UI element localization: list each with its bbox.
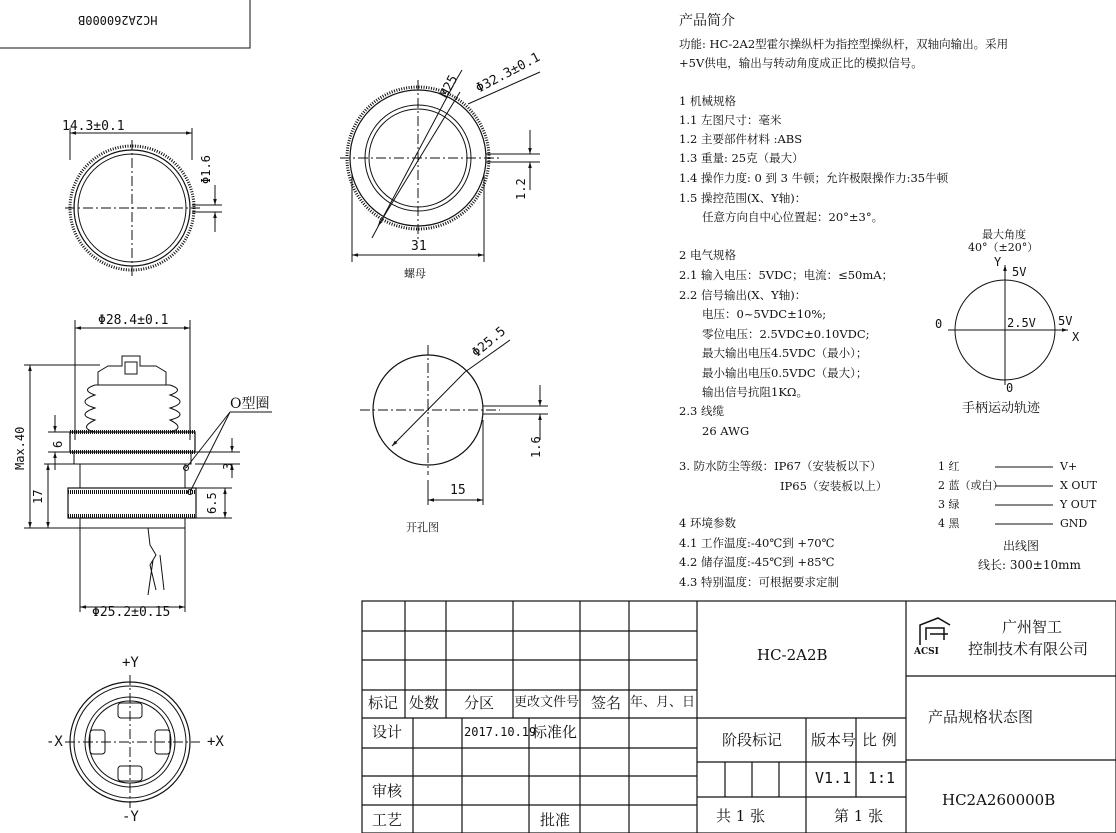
hdr-count: 处数 bbox=[409, 694, 440, 712]
dim-3: 3 bbox=[221, 462, 235, 470]
doc-title: 产品规格状态图 bbox=[928, 708, 1034, 726]
dim-17: 17 bbox=[31, 489, 45, 504]
spec-s11: 1.1 左图尺寸：毫米 bbox=[679, 113, 782, 127]
spec-s22b: 零位电压：2.5VDC±0.10VDC; bbox=[702, 327, 870, 341]
part-number: HC2A260000B bbox=[942, 791, 1056, 809]
label-design: 设计 bbox=[372, 723, 403, 741]
logo-text: ACSI bbox=[914, 647, 939, 657]
traj-5v-top: 5V bbox=[1012, 265, 1027, 279]
spec-s22: 2.2 信号输出(X、Y轴)： bbox=[679, 288, 807, 302]
label-minus-x: -X bbox=[46, 734, 63, 750]
version-value: V1.1 bbox=[815, 769, 852, 787]
wiring-lines bbox=[995, 467, 1053, 524]
spec-s23: 2.3 线缆 bbox=[679, 404, 724, 418]
knurled-ring-view bbox=[65, 128, 222, 278]
label-standard: 标准化 bbox=[532, 723, 578, 741]
nut-caption: 螺母 bbox=[404, 267, 426, 280]
spec-s43: 4.3 特别温度：可根据要求定制 bbox=[679, 575, 839, 589]
wire-left-2: 2 蓝（或白） bbox=[938, 479, 1004, 492]
label-version: 版本号 bbox=[811, 731, 857, 749]
spec-s12: 1.2 主要部件材料 :ABS bbox=[679, 132, 803, 146]
spec-s22c: 最大输出电压4.5VDC（最小）； bbox=[702, 346, 868, 360]
wire-right-3: Y OUT bbox=[1060, 498, 1097, 511]
spec-s3b: IP65（安装板以上） bbox=[780, 479, 888, 493]
model-number: HC-2A2B bbox=[757, 646, 828, 664]
oring-label: O型圈 bbox=[230, 396, 270, 412]
traj-zero-left: 0 bbox=[935, 317, 943, 331]
traj-title-2: 40°（±20°） bbox=[968, 241, 1039, 254]
spec-s15: 1.5 操控范围(X、Y轴)： bbox=[679, 191, 807, 205]
dim-width-14-3: 14.3±0.1 bbox=[62, 119, 125, 134]
label-minus-y: -Y bbox=[122, 809, 139, 825]
spec-s21: 2.1 输入电压：5VDC；电流：≤50mA； bbox=[679, 268, 894, 282]
spec-s13: 1.3 重量: 25克（最大） bbox=[679, 151, 804, 165]
dim-6: 6 bbox=[51, 440, 65, 448]
spec-s22d: 最小输出电压0.5VDC（最大）； bbox=[702, 366, 868, 380]
traj-y-label: Y bbox=[994, 255, 1002, 269]
wiring-caption: 出线图 bbox=[1003, 539, 1040, 553]
dim-nut-31: 31 bbox=[411, 239, 427, 254]
label-plus-x: +X bbox=[207, 734, 224, 750]
spec-s4: 4 环境参数 bbox=[679, 516, 736, 530]
scale-value: 1:1 bbox=[868, 769, 896, 787]
spec-s23a: 26 AWG bbox=[702, 424, 750, 438]
wire-right-2: X OUT bbox=[1060, 479, 1097, 492]
wire-left-3: 3 绿 bbox=[938, 498, 960, 511]
company-name-2: 控制技术有限公司 bbox=[968, 640, 1089, 658]
label-stage: 阶段标记 bbox=[722, 731, 783, 749]
top-left-code: HC2A260000B bbox=[78, 13, 158, 27]
dim-bottom-dia: Φ25.2±0.15 bbox=[92, 605, 171, 620]
spec-s41: 4.1 工作温度:-40℃到 +70℃ bbox=[679, 536, 835, 550]
total-sheets: 共 1 张 bbox=[716, 807, 766, 825]
dim-hole-dia: Φ25.5 bbox=[469, 324, 509, 361]
traj-title-1: 最大角度 bbox=[982, 228, 1026, 241]
spec-s22e: 输出信号抗阻1KΩ。 bbox=[702, 385, 808, 399]
spec-s2: 2 电气规格 bbox=[679, 248, 736, 262]
design-date: 2017.10.19 bbox=[464, 725, 537, 739]
dim-dia-1-6: Φ1.6 bbox=[199, 155, 213, 184]
spec-s15b: 任意方向自中心位置起：20°±3°。 bbox=[702, 210, 884, 224]
hole-caption: 开孔图 bbox=[406, 521, 439, 534]
spec-s22a: 电压：0~5VDC±10%; bbox=[702, 307, 827, 321]
label-plus-y: +Y bbox=[122, 655, 139, 671]
wire-left-1: 1 红 bbox=[938, 460, 960, 473]
hdr-change: 更改文件号 bbox=[514, 695, 580, 710]
dim-nut-1-2: 1.2 bbox=[514, 178, 528, 200]
hdr-mark: 标记 bbox=[368, 694, 399, 712]
spec-s1: 1 机械规格 bbox=[679, 94, 736, 108]
wire-right-1: V+ bbox=[1060, 460, 1078, 473]
hdr-sign: 签名 bbox=[591, 694, 622, 712]
bottom-view bbox=[65, 675, 200, 808]
hdr-zone: 分区 bbox=[464, 694, 495, 712]
spec-intro-2: +5V供电，输出与转动角度成正比的模拟信号。 bbox=[679, 56, 923, 70]
dim-max-40: Max.40 bbox=[13, 426, 27, 470]
dim-hole-15: 15 bbox=[450, 483, 466, 498]
hole-view bbox=[360, 340, 548, 505]
dim-hole-1-6: 1.6 bbox=[529, 436, 543, 458]
spec-s3: 3. 防水防尘等级：IP67（安装板以下） bbox=[679, 459, 882, 473]
label-review: 审核 bbox=[372, 782, 403, 800]
hdr-date: 年、月、日 bbox=[630, 695, 696, 710]
wiring-length: 线长: 300±10mm bbox=[978, 558, 1081, 572]
nut-view bbox=[340, 70, 540, 262]
spec-title: 产品简介 bbox=[679, 13, 735, 29]
traj-5v-right: 5V bbox=[1058, 314, 1073, 328]
dim-nut-dia: Φ32.3±0.1 bbox=[473, 50, 543, 97]
sheet-number: 第 1 张 bbox=[834, 807, 884, 825]
spec-s42: 4.2 储存温度:-45℃到 +85℃ bbox=[679, 555, 835, 569]
label-scale: 比 例 bbox=[862, 731, 897, 749]
company-name-1: 广州智工 bbox=[1002, 618, 1063, 636]
wire-left-4: 4 黑 bbox=[938, 517, 960, 530]
dim-thread-m25: M25 bbox=[437, 72, 462, 101]
label-approve: 批准 bbox=[540, 811, 571, 829]
spec-intro-1: 功能: HC-2A2型霍尔操纵杆为指控型操纵杆，双轴向输出。采用 bbox=[679, 37, 1009, 51]
wire-right-4: GND bbox=[1060, 517, 1088, 530]
label-process: 工艺 bbox=[372, 811, 403, 829]
company-logo bbox=[920, 618, 950, 645]
spec-s14: 1.4 操作力度: 0 到 3 牛顿；允许极限操作力:35牛顿 bbox=[679, 171, 949, 185]
traj-zero-bottom: 0 bbox=[1006, 381, 1014, 395]
dim-top-dia: Φ28.4±0.1 bbox=[98, 313, 169, 328]
traj-caption: 手柄运动轨迹 bbox=[962, 401, 1041, 416]
dim-6-5: 6.5 bbox=[205, 492, 219, 514]
traj-x-label: X bbox=[1072, 330, 1080, 344]
traj-center: 2.5V bbox=[1007, 316, 1036, 330]
